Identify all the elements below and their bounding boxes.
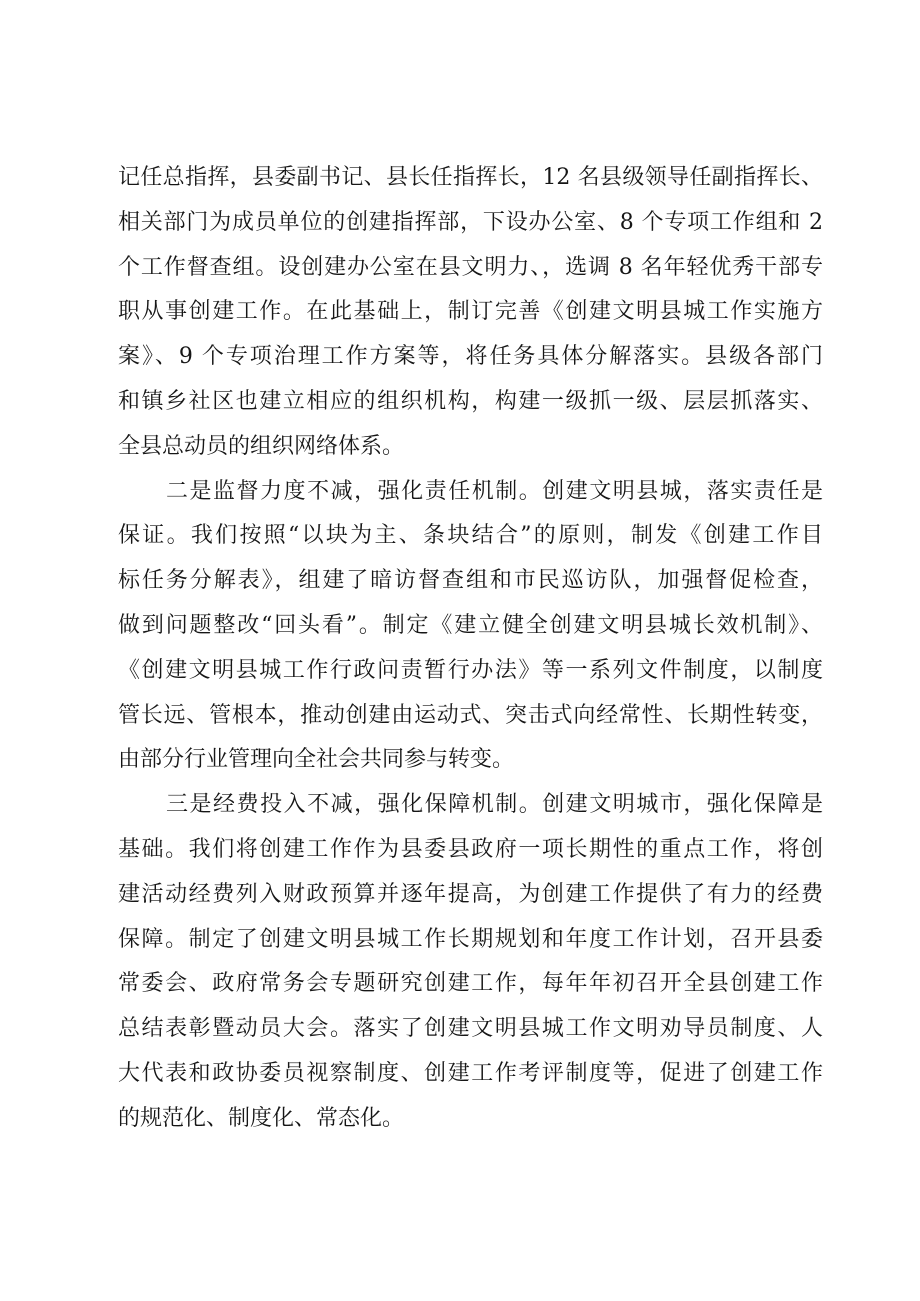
paragraph-line: 案》、9 个专项治理工作方案等，将任务具体分解落实。县级各部门 [118, 344, 823, 370]
paragraph-line: 三是经费投入不减，强化保障机制。创建文明城市，强化保障是 [166, 792, 823, 818]
paragraph-line: 和镇乡社区也建立相应的组织机构，构建一级抓一级、层层抓落实、 [118, 388, 823, 414]
paragraph-line: 全县总动员的组织网络体系。 [118, 433, 405, 459]
paragraph-line: 常委会、政府常务会专题研究创建工作，每年年初召开全县创建工作 [118, 971, 823, 997]
document-body [118, 156, 823, 1142]
paragraph-line: 大代表和政协委员视察制度、创建工作考评制度等，促进了创建工作 [118, 1060, 823, 1086]
paragraph-line: 二是监督力度不减，强化责任机制。创建文明县城，落实责任是 [166, 478, 823, 504]
paragraph-line: 基础。我们将创建工作作为县委县政府一项长期性的重点工作，将创 [118, 836, 823, 862]
paragraph-line: 建活动经费列入财政预算并逐年提高，为创建工作提供了有力的经费 [118, 881, 823, 907]
paragraph-line: 标任务分解表》，组建了暗访督查组和市民巡访队，加强督促检查， [118, 568, 823, 594]
paragraph-line: 由部分行业管理向全社会共同参与转变。 [118, 747, 515, 773]
paragraph-line: 相关部门为成员单位的创建指挥部，下设办公室、8 个专项工作组和 2 [118, 209, 823, 235]
paragraph-line: 《创建文明县城工作行政问责暂行办法》等一系列文件制度，以制度 [118, 657, 823, 683]
paragraph-line: 的规范化、制度化、常态化。 [118, 1105, 405, 1131]
paragraph-line: 做到问题整改“回头看”。制定《建立健全创建文明县城长效机制》、 [118, 612, 823, 638]
paragraph-line: 记任总指挥，县委副书记、县长任指挥长，12 名县级领导任副指挥长、 [118, 165, 823, 190]
paragraph-line: 保障。制定了创建文明县城工作长期规划和年度工作计划，召开县委 [118, 926, 823, 952]
paragraph-funding [118, 783, 823, 1141]
paragraph-supervision [118, 470, 823, 784]
paragraph-organization [118, 156, 823, 470]
paragraph-line: 总结表彰暨动员大会。落实了创建文明县城工作文明劝导员制度、人 [118, 1016, 823, 1042]
paragraph-line: 管长远、管根本，推动创建由运动式、突击式向经常性、长期性转变， [118, 702, 823, 728]
paragraph-line: 职从事创建工作。在此基础上，制订完善《创建文明县城工作实施方 [118, 299, 823, 325]
paragraph-line: 保证。我们按照“以块为主、条块结合”的原则，制发《创建工作目 [118, 523, 823, 549]
paragraph-line: 个工作督查组。设创建办公室在县文明力、，选调 8 名年轻优秀干部专 [118, 254, 823, 280]
